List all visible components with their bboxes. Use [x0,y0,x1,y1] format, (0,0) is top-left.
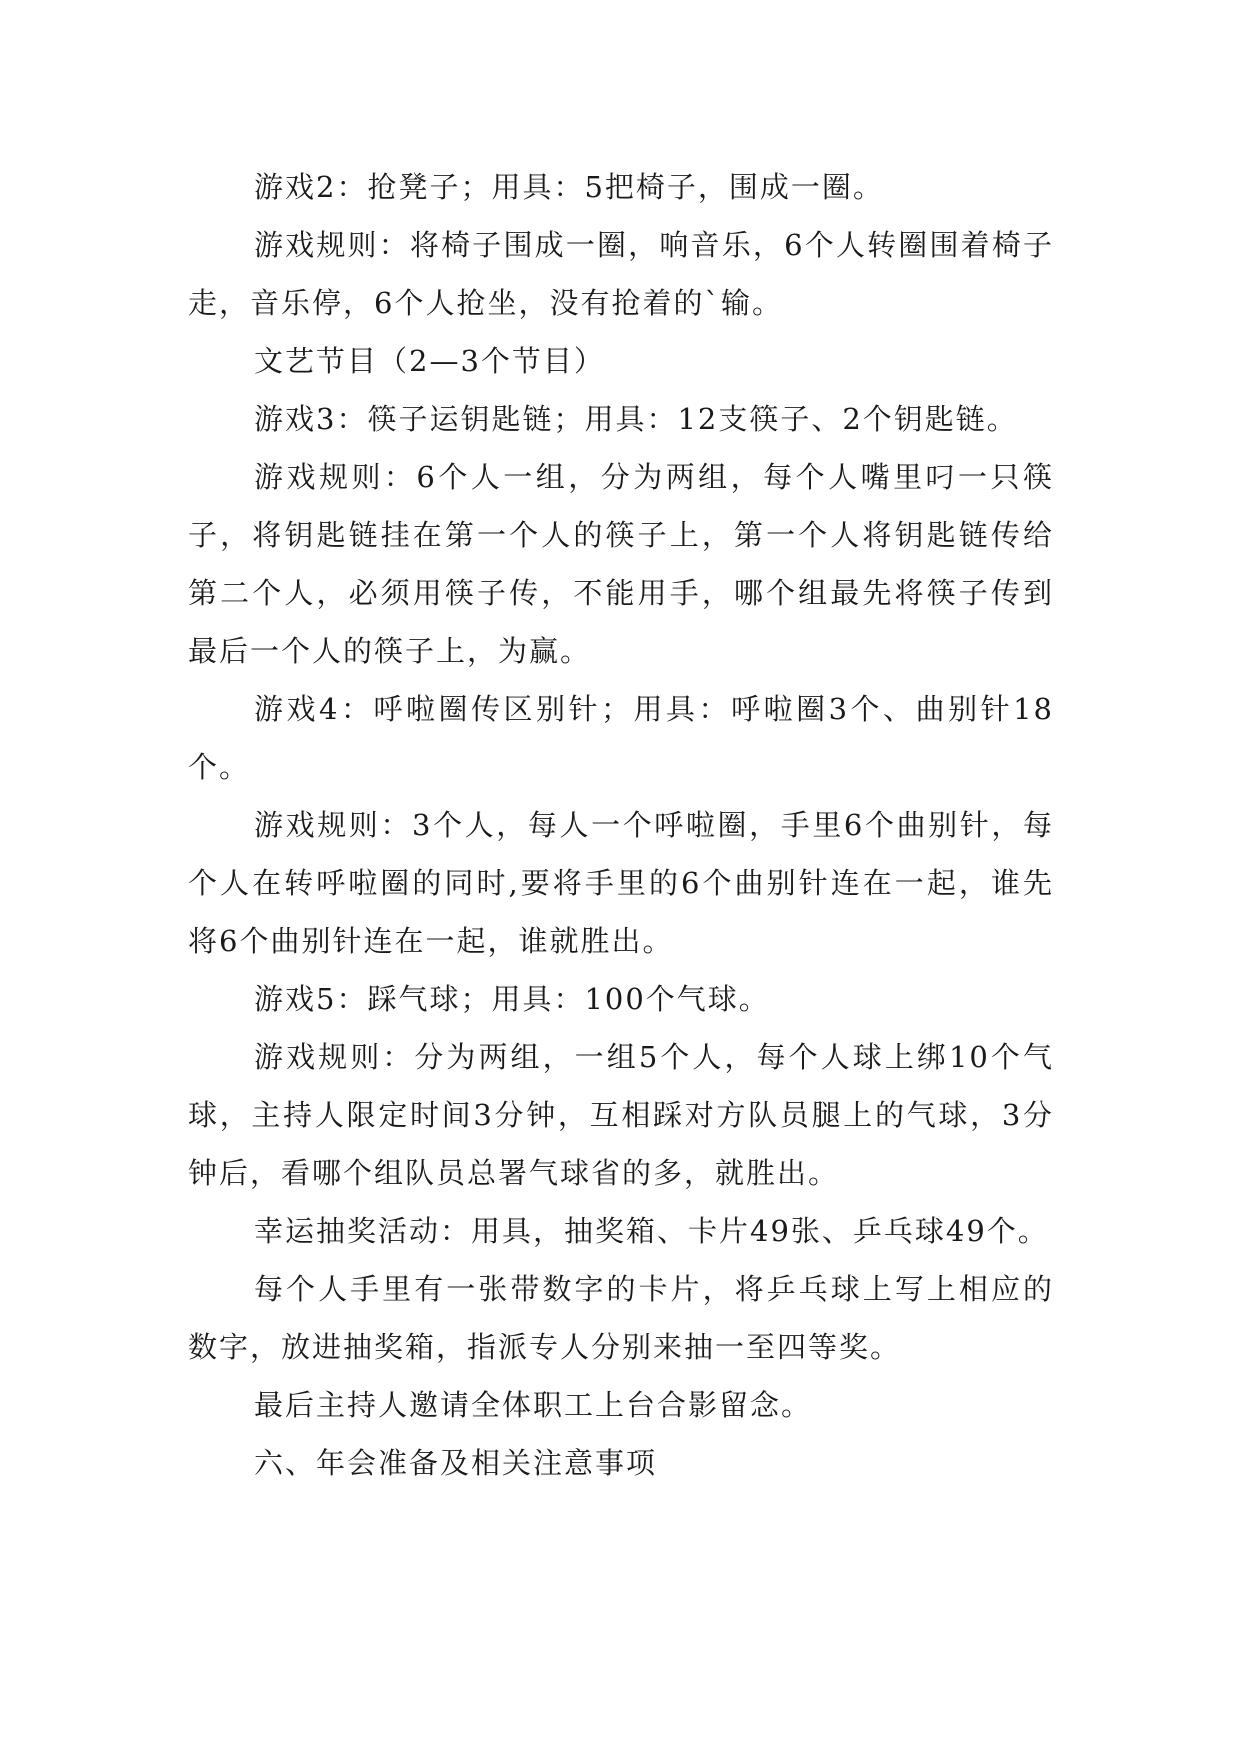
paragraph-game3-title: 游戏3：筷子运钥匙链；用具：12支筷子、2个钥匙链。 [254,402,1018,436]
paragraph-game4-rules: 游戏规则：3个人，每人一个呼啦圈，手里6个曲别针，每个人在转呼啦圈的同时,要将手里的6个曲别针连在一起，谁先将6个曲别针连在一起，谁就胜出。 [188,808,1054,958]
document-body [188,158,1054,1492]
paragraph-game2-title: 游戏2：抢凳子；用具：5把椅子，围成一圈。 [254,170,884,204]
paragraph-game5-rules: 游戏规则：分为两组，一组5个人，每个人球上绑10个气球，主持人限定时间3分钟，互相踩对方队员腿上的气球，3分钟后，看哪个组队员总署气球省的多，就胜出。 [188,1040,1054,1190]
paragraph-lottery-title: 幸运抽奖活动：用具，抽奖箱、卡片49张、乒乓球49个。 [254,1214,1049,1248]
paragraph-performances: 文艺节目（2—3个节目） [254,344,605,378]
paragraph-game5-title: 游戏5：踩气球；用具：100个气球。 [254,982,770,1016]
paragraph-game4-title: 游戏4：呼啦圈传区别针；用具：呼啦圈3个、曲别针18个。 [188,692,1054,784]
paragraph-game2-rules: 游戏规则：将椅子围成一圈，响音乐，6个人转圈围着椅子走，音乐停，6个人抢坐，没有抢着的`输。 [188,228,1054,320]
paragraph-lottery-rules: 每个人手里有一张带数字的卡片，将乒乓球上写上相应的数字，放进抽奖箱，指派专人分别来抽一至四等奖。 [188,1272,1054,1364]
paragraph-game3-rules: 游戏规则：6个人一组，分为两组，每个人嘴里叼一只筷子，将钥匙链挂在第一个人的筷子上，第一个人将钥匙链传给第二个人，必须用筷子传，不能用手，哪个组最先将筷子传到最后一个人的筷子上，为赢。 [188,460,1054,668]
section-heading-preparation: 六、年会准备及相关注意事项 [254,1446,658,1480]
paragraph-group-photo: 最后主持人邀请全体职工上台合影留念。 [254,1388,813,1422]
